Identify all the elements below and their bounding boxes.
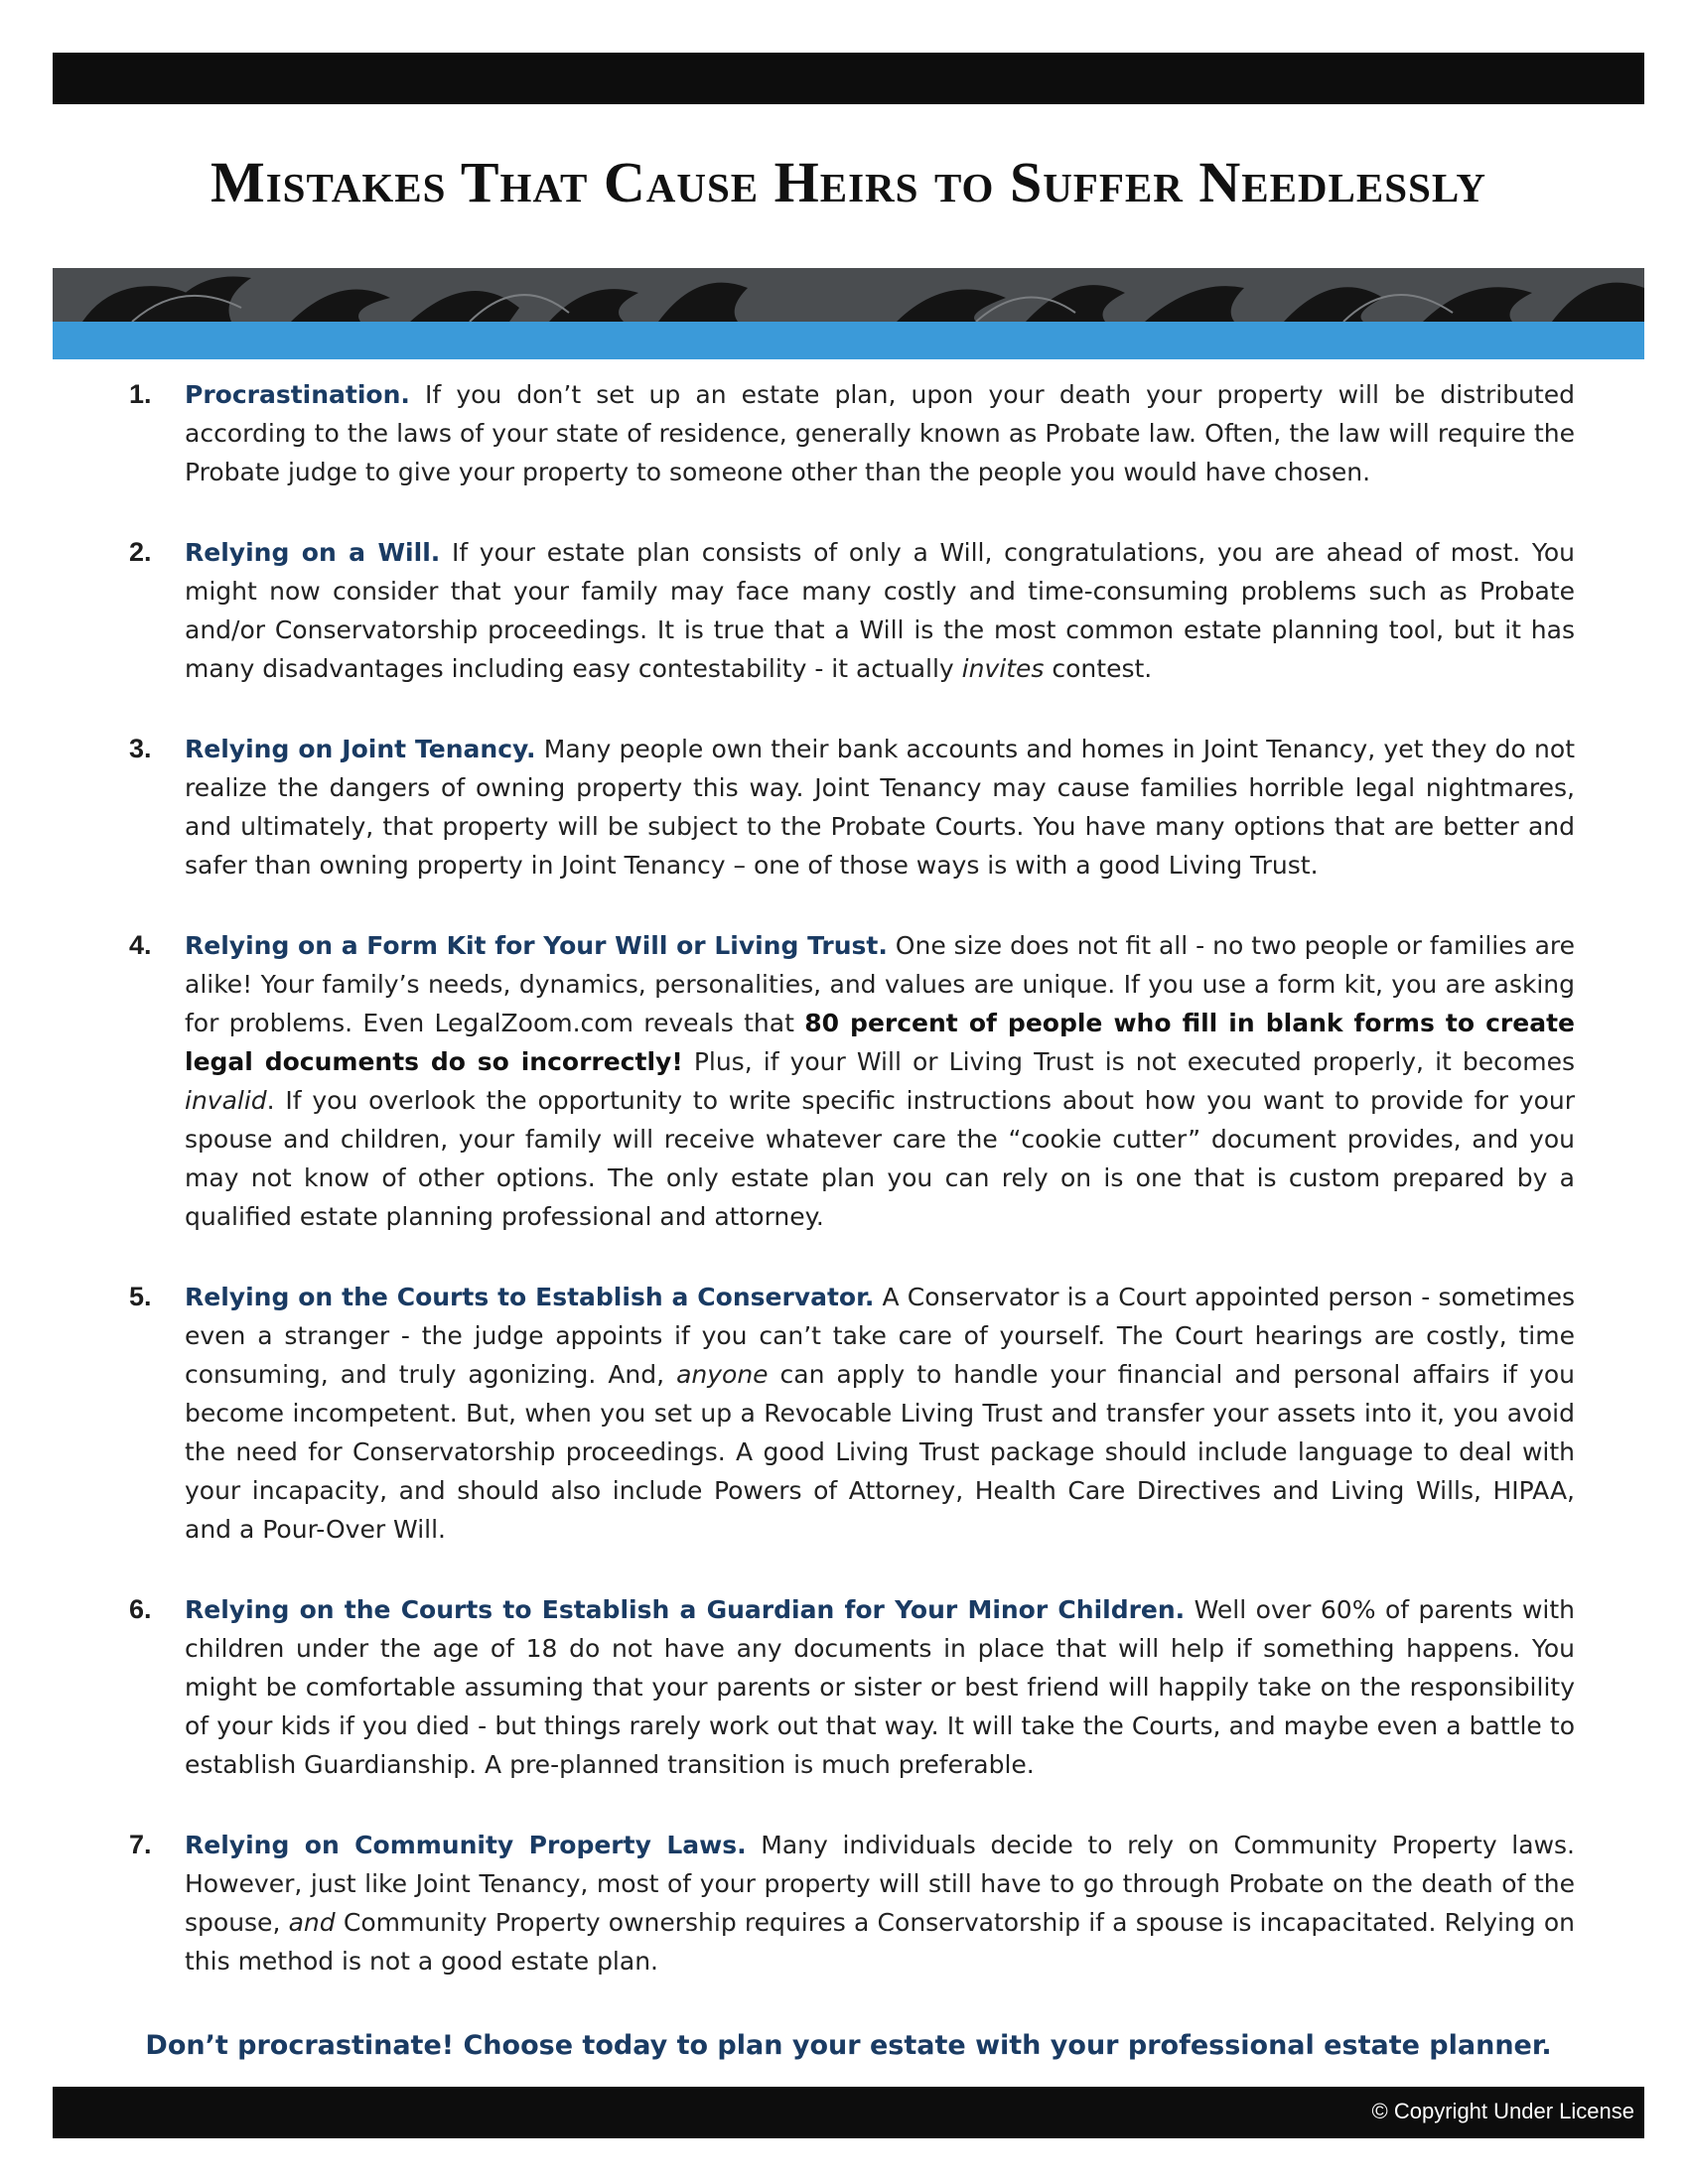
item-number: 7.: [129, 1830, 152, 1859]
item-body: [185, 1826, 1575, 1980]
item-body: [185, 533, 1575, 688]
item-text: If your estate plan consists of only a Will, congratulations, you are ahead of most. You might now consider that your family may face many costly and time-consuming problems such as Probate and/or Conservatorship proceedings. It is true that a Will is the most common estate planning tool, but it has many disadvantages including easy contestability - it actually: [185, 538, 1575, 683]
item-heading: Relying on Community Property Laws.: [185, 1831, 747, 1859]
item-text-middle: Plus, if your Will or Living Trust is not executed properly, it becomes: [693, 1047, 1575, 1076]
item-text: A Conservator is a Court appointed person - sometimes even a stranger - the judge appoints if you can’t take care of yourself. The Court hearings are costly, time consuming, and truly agonizing. And,: [185, 1283, 1576, 1389]
item-body: [185, 1278, 1575, 1549]
list-item: [129, 1826, 1575, 1980]
page-title: Mistakes That Cause Heirs to Suffer Needlessly: [210, 150, 1487, 214]
item-text: One size does not fit all - no two people or families are alike! Your family’s needs, dynamics, personalities, and values are unique. If you use a form kit, you are asking for problems. Even LegalZoom.com reveals that: [185, 931, 1575, 1037]
item-body: [185, 1590, 1575, 1784]
item-body: [185, 730, 1575, 885]
item-body: [185, 375, 1575, 491]
mistakes-list-container: [129, 375, 1575, 2022]
item-heading: Procrastination.: [185, 380, 410, 409]
item-text: If you don’t set up an estate plan, upon your death your property will be distributed according to the laws of your state of residence, generally known as Probate law. Often, the law will require the Probate judge to give your property to someone other than the people you would have chosen.: [185, 380, 1575, 486]
item-number: 2.: [129, 537, 152, 567]
item-number: 6.: [129, 1594, 152, 1624]
item-heading: Relying on Joint Tenancy.: [185, 735, 536, 763]
decorative-banner: [53, 268, 1644, 359]
item-text-after: contest.: [1052, 654, 1153, 683]
item-heading: Relying on the Courts to Establish a Conservator.: [185, 1283, 875, 1311]
list-item: [129, 375, 1575, 491]
item-text: Many people own their bank accounts and homes in Joint Tenancy, yet they do not realize the dangers of owning property this way. Joint Tenancy may cause families horrible legal nightmares, and ultimately, that property will be subject to the Probate Courts. You have many options that are better and safer than owning property in Joint Tenancy – one of those ways is with a good Living Trust.: [185, 735, 1575, 880]
item-number: 3.: [129, 734, 152, 763]
item-body: [185, 926, 1575, 1236]
item-heading: Relying on the Courts to Establish a Guardian for Your Minor Children.: [185, 1595, 1186, 1624]
item-italic-text: anyone: [676, 1360, 769, 1389]
top-black-bar: [53, 53, 1644, 104]
item-text: Well over 60% of parents with children under the age of 18 do not have any documents in place that will help if something happens. You might be comfortable assuming that your parents or sister or best friend will happily take on the responsibility of your kids if you died - but things rarely work out that way. It will take the Courts, and maybe even a battle to establish Guardianship. A pre-planned transition is much preferable.: [185, 1595, 1575, 1779]
list-item: [129, 533, 1575, 688]
item-italic-text: invalid: [185, 1086, 267, 1115]
item-number: 4.: [129, 930, 152, 960]
banner-blue-stripe: [53, 322, 1644, 359]
bottom-black-bar: [53, 2087, 1644, 2138]
list-item: [129, 926, 1575, 1236]
item-bold-text: 80 percent of people who fill in blank forms to create legal documents do so incorrectly!: [185, 1009, 1575, 1076]
banner-pattern: [53, 268, 1644, 322]
item-number: 1.: [129, 379, 152, 409]
item-italic-text: invites: [961, 654, 1045, 683]
mistakes-list: [129, 375, 1575, 1980]
item-heading: Relying on a Form Kit for Your Will or Living Trust.: [185, 931, 888, 960]
copyright-notice: © Copyright Under License: [1371, 2099, 1634, 2123]
item-text-after: can apply to handle your financial and personal affairs if you become incompetent. But, when you set up a Revocable Living Trust and transfer your assets into it, you avoid the need for Conservatorship proceedings. A good Living Trust package should include language to deal with your incapacity, and should also include Powers of Attorney, Health Care Directives and Living Wills, HIPAA, and a Pour-Over Will.: [185, 1360, 1575, 1544]
call-to-action: Don’t procrastinate! Choose today to plan your estate with your professional estate planner.: [145, 2030, 1552, 2061]
item-text-after: Community Property ownership requires a Conservatorship if a spouse is incapacitated. Relying on this method is not a good estate plan.: [185, 1908, 1575, 1976]
list-item: [129, 1278, 1575, 1549]
list-item: [129, 730, 1575, 885]
item-text-after: . If you overlook the opportunity to write specific instructions about how you want to provide for your spouse and children, your family will receive whatever care the “cookie cutter” document provides, and you may not know of other options. The only estate plan you can rely on is one that is custom prepared by a qualified estate planning professional and attorney.: [185, 1086, 1575, 1231]
item-heading: Relying on a Will.: [185, 538, 441, 567]
item-number: 5.: [129, 1282, 152, 1311]
list-item: [129, 1590, 1575, 1784]
item-text: Many individuals decide to rely on Community Property laws. However, just like Joint Tenancy, most of your property will still have to go through Probate on the death of the spouse,: [185, 1831, 1575, 1937]
item-italic-text: and: [288, 1908, 336, 1937]
